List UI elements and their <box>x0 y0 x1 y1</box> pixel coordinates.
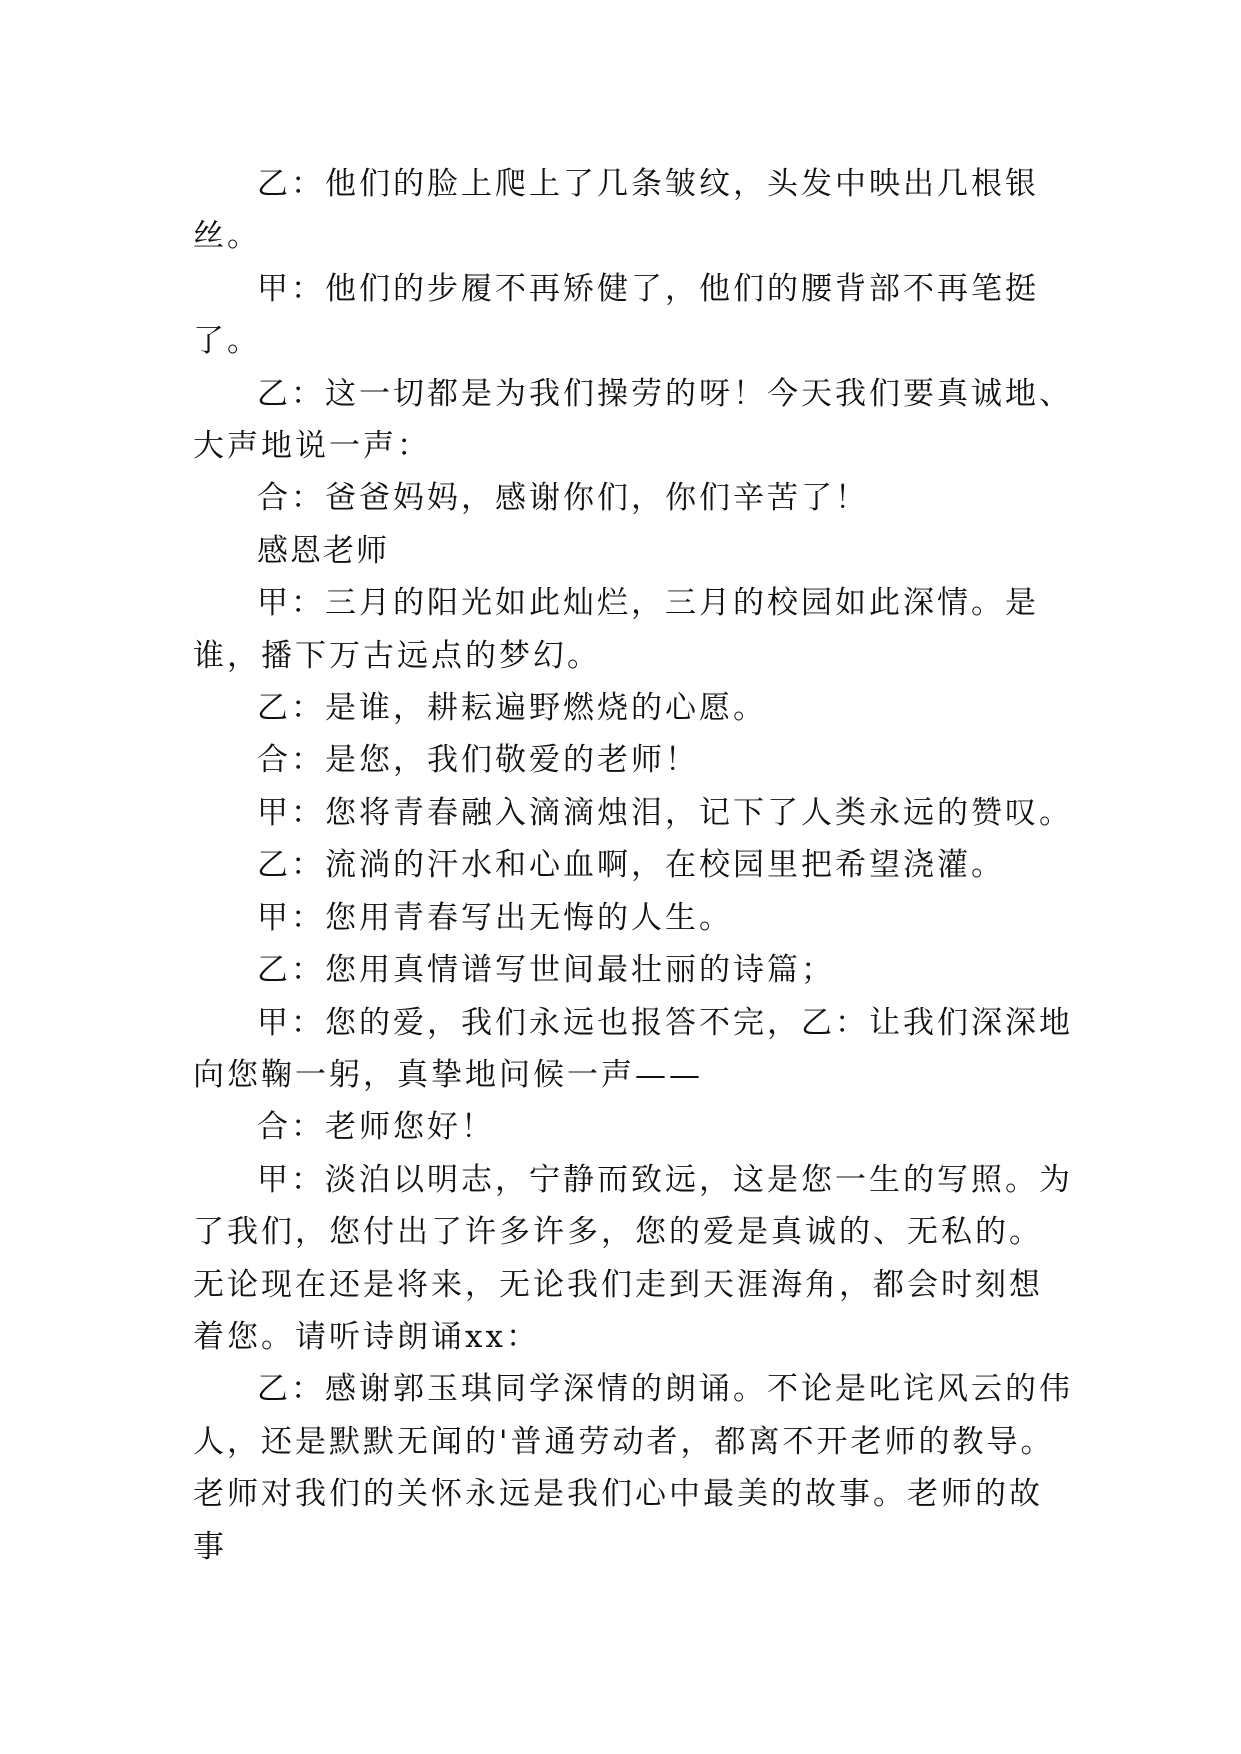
dialogue-line-jia: 甲：淡泊以明志，宁静而致远，这是您一生的写照。为了我们，您付出了许多许多，您的爱是真诚的、无私的。无论现在还是将来，无论我们走到天涯海角，都会时刻想着您。请听诗朗诵xx： <box>193 1161 1073 1355</box>
dialogue-line-jia: 甲：三月的阳光如此灿烂，三月的校园如此深情。是谁，播下万古远点的梦幻。 <box>193 585 1039 674</box>
dialogue-line-together: 合：是您，我们敬爱的老师！ <box>257 742 699 779</box>
dialogue-line-yi: 乙：他们的脸上爬上了几条皱纹，头发中映出几根银丝。 <box>193 166 1039 255</box>
dialogue-line-jia: 甲：您将青春融入滴滴烛泪，记下了人类永远的赞叹。 <box>257 794 1073 831</box>
dialogue-line-yi: 乙：是谁，耕耘遍野燃烧的心愿。 <box>257 690 767 727</box>
dialogue-line-yi: 乙：感谢郭玉琪同学深情的朗诵。不论是叱诧风云的伟人，还是默默无闻的'普通劳动者，都离不开老师的教导。老师对我们的关怀永远是我们心中最美的故事。老师的故事 <box>193 1371 1073 1565</box>
dialogue-line-together: 合：老师您好！ <box>257 1109 495 1146</box>
dialogue-line-yi: 乙：这一切都是为我们操劳的呀！今天我们要真诚地、大声地说一声： <box>193 375 1073 465</box>
dialogue-line-yi: 乙：您用真情谱写世间最壮丽的诗篇； <box>257 952 835 989</box>
dialogue-line-jia: 甲：您用青春写出无悔的人生。 <box>257 899 733 936</box>
dialogue-line-jia: 甲：他们的步履不再矫健了，他们的腰背部不再笔挺了。 <box>193 270 1039 360</box>
dialogue-line-together: 合：爸爸妈妈，感谢你们，你们辛苦了！ <box>257 480 869 517</box>
document-body <box>193 158 1073 1573</box>
dialogue-line-yi: 乙：流淌的汗水和心血啊，在校园里把希望浇灌。 <box>257 847 1005 884</box>
dialogue-line-jia: 甲：您的爱，我们永远也报答不完，乙：让我们深深地向您鞠一躬，真挚地问候一声—— <box>193 1004 1073 1093</box>
section-heading: 感恩老师 <box>257 532 389 569</box>
